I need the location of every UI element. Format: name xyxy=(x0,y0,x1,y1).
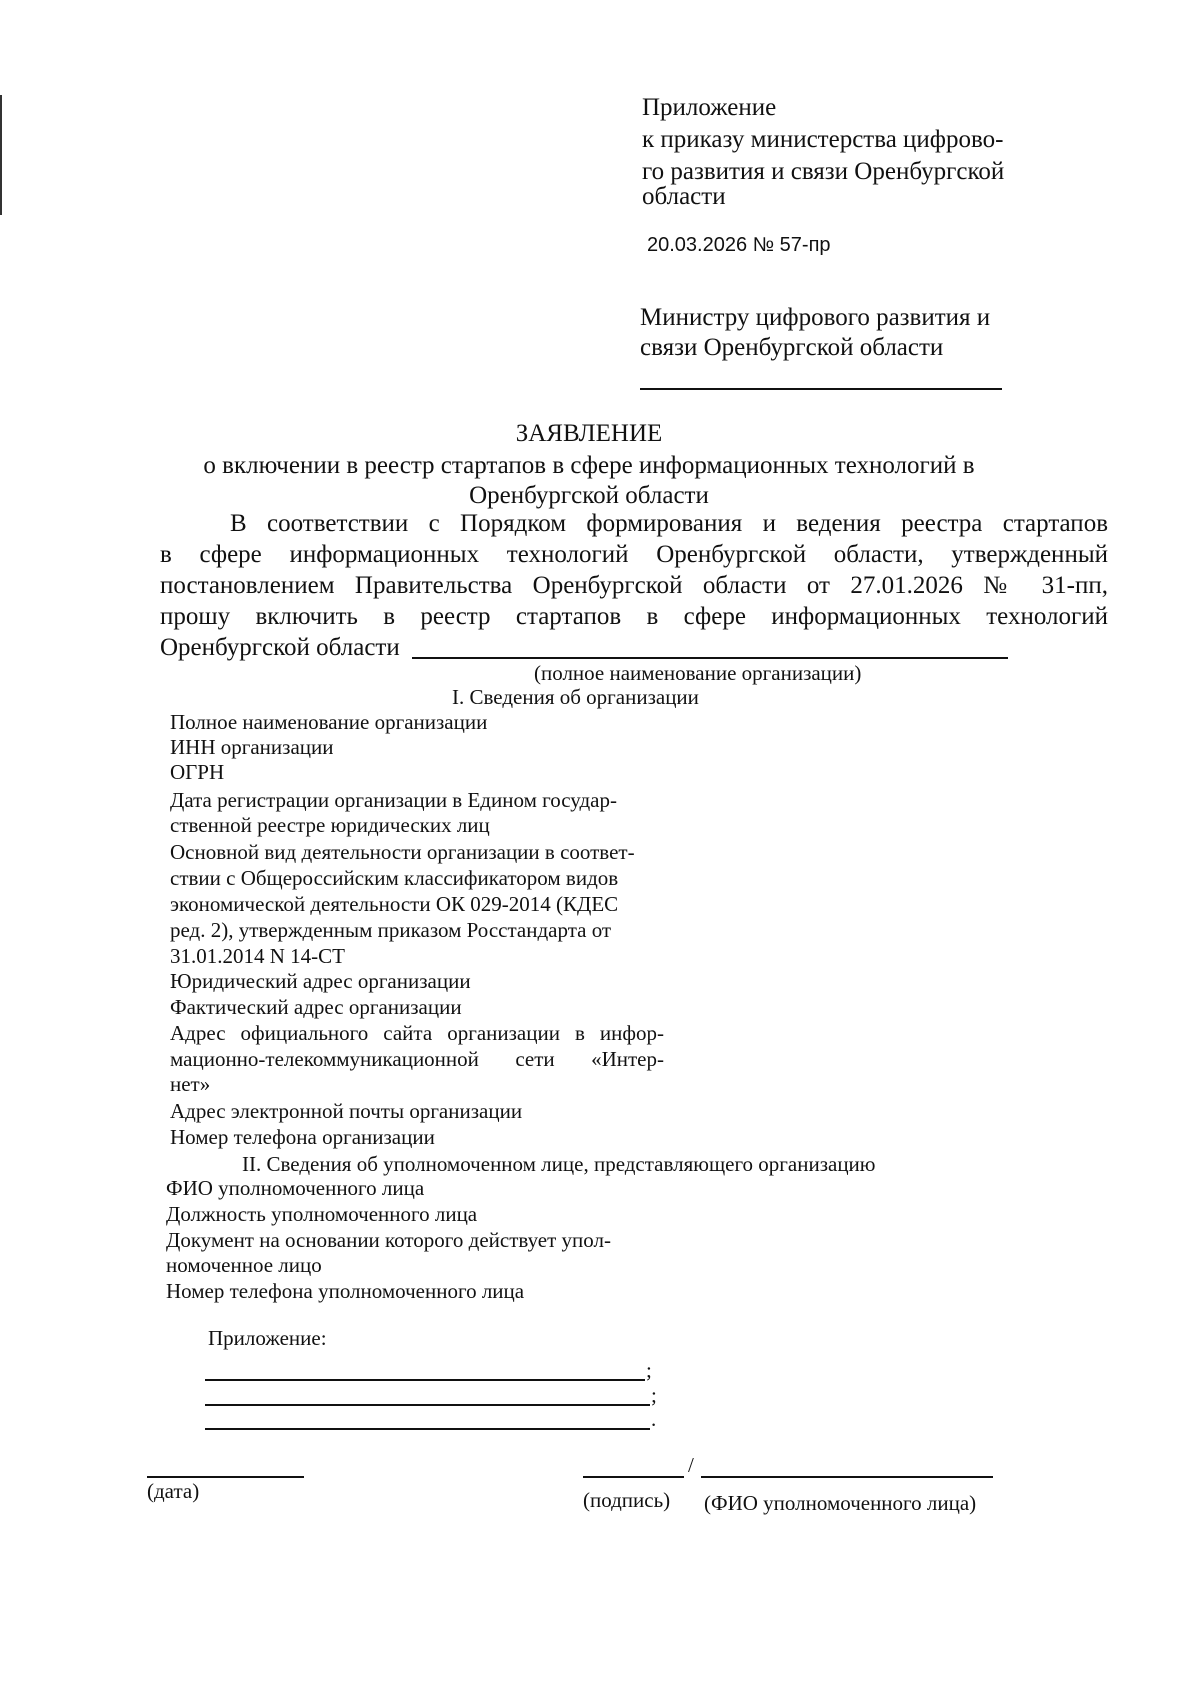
intro-line-3: постановлением Правительства Оренбургской области от 27.01.2026 № 31-пп, xyxy=(160,572,1108,599)
order-reference: 20.03.2026 № 57-пр xyxy=(647,234,831,256)
attachments-label: Приложение: xyxy=(208,1326,327,1350)
addressee-blank-line xyxy=(640,388,1002,390)
appendix-line-2: к приказу министерства цифрово- xyxy=(642,126,1004,153)
field-activity-5: 31.01.2014 N 14-СТ xyxy=(170,944,345,968)
attachment-terminator-2: ; xyxy=(651,1383,657,1407)
field-website-1: Адрес официального сайта организации в инфор- xyxy=(170,1021,664,1045)
representative-name-caption: (ФИО уполномоченного лица) xyxy=(704,1491,977,1515)
field-authority-document-1: Документ на основании которого действует упол- xyxy=(166,1228,611,1252)
scan-edge-mark xyxy=(0,95,2,215)
field-website-2: мационно-телекоммуникационной сети «Интер- xyxy=(170,1047,664,1071)
attachment-blank-2 xyxy=(205,1404,650,1406)
field-representative-name: ФИО уполномоченного лица xyxy=(166,1176,425,1200)
field-ogrn: ОГРН xyxy=(170,760,225,784)
document-heading: ЗАЯВЛЕНИЕ xyxy=(515,420,663,447)
field-authority-document-2: номоченное лицо xyxy=(166,1253,322,1277)
organization-name-blank xyxy=(412,657,1008,659)
field-legal-address: Юридический адрес организации xyxy=(170,969,471,993)
field-activity-3: экономической деятельности ОК 029-2014 (КДЕС xyxy=(170,892,619,916)
organization-name-caption: (полное наименование организации) xyxy=(534,661,862,685)
document-subtitle-line-1: о включении в реестр стартапов в сфере информационных технологий в xyxy=(203,452,975,479)
field-representative-position: Должность уполномоченного лица xyxy=(166,1202,478,1226)
section-2-heading: II. Сведения об уполномоченном лице, представляющего организацию xyxy=(242,1152,876,1176)
appendix-title: Приложение xyxy=(642,94,777,121)
representative-name-blank xyxy=(701,1476,993,1478)
field-full-name: Полное наименование организации xyxy=(170,710,488,734)
addressee-line-2: связи Оренбургской области xyxy=(640,334,944,361)
attachment-terminator-3: . xyxy=(651,1407,657,1431)
appendix-line-4: области xyxy=(642,183,726,210)
intro-line-1: В соответствии с Порядком формирования и ведения реестра стартапов xyxy=(230,510,1108,537)
date-caption: (дата) xyxy=(147,1479,200,1503)
field-representative-phone: Номер телефона уполномоченного лица xyxy=(166,1279,525,1303)
intro-line-4: прошу включить в реестр стартапов в сфере информационных технологий xyxy=(160,603,1108,630)
field-activity-2: ствии с Общероссийским классификатором видов xyxy=(170,866,619,890)
field-activity-1: Основной вид деятельности организации в соответ- xyxy=(170,840,635,864)
field-activity-4: ред. 2), утвержденным приказом Росстандарта от xyxy=(170,918,612,942)
signature-caption: (подпись) xyxy=(583,1488,671,1512)
field-actual-address: Фактический адрес организации xyxy=(170,995,462,1019)
field-registration-date-2: ственной реестре юридических лиц xyxy=(170,813,490,837)
appendix-line-3: го развития и связи Оренбургской xyxy=(642,158,1005,185)
field-website-3: нет» xyxy=(170,1072,211,1096)
intro-line-5: Оренбургской области xyxy=(160,634,400,661)
field-registration-date-1: Дата регистрации организации в Едином государ- xyxy=(170,788,617,812)
intro-line-2: в сфере информационных технологий Оренбургской области, утвержденный xyxy=(160,541,1108,568)
document-subtitle-line-2: Оренбургской области xyxy=(469,482,709,509)
attachment-blank-3 xyxy=(205,1428,650,1430)
section-1-heading: I. Сведения об организации xyxy=(452,685,699,709)
signature-slash: / xyxy=(688,1453,694,1477)
attachment-blank-1 xyxy=(205,1379,645,1381)
signature-blank xyxy=(583,1476,684,1478)
addressee-line-1: Министру цифрового развития и xyxy=(640,304,991,331)
attachment-terminator-1: ; xyxy=(646,1358,652,1382)
field-inn: ИНН организации xyxy=(170,735,334,759)
intro-paragraph xyxy=(160,508,1108,663)
field-phone: Номер телефона организации xyxy=(170,1125,435,1149)
field-email: Адрес электронной почты организации xyxy=(170,1099,523,1123)
